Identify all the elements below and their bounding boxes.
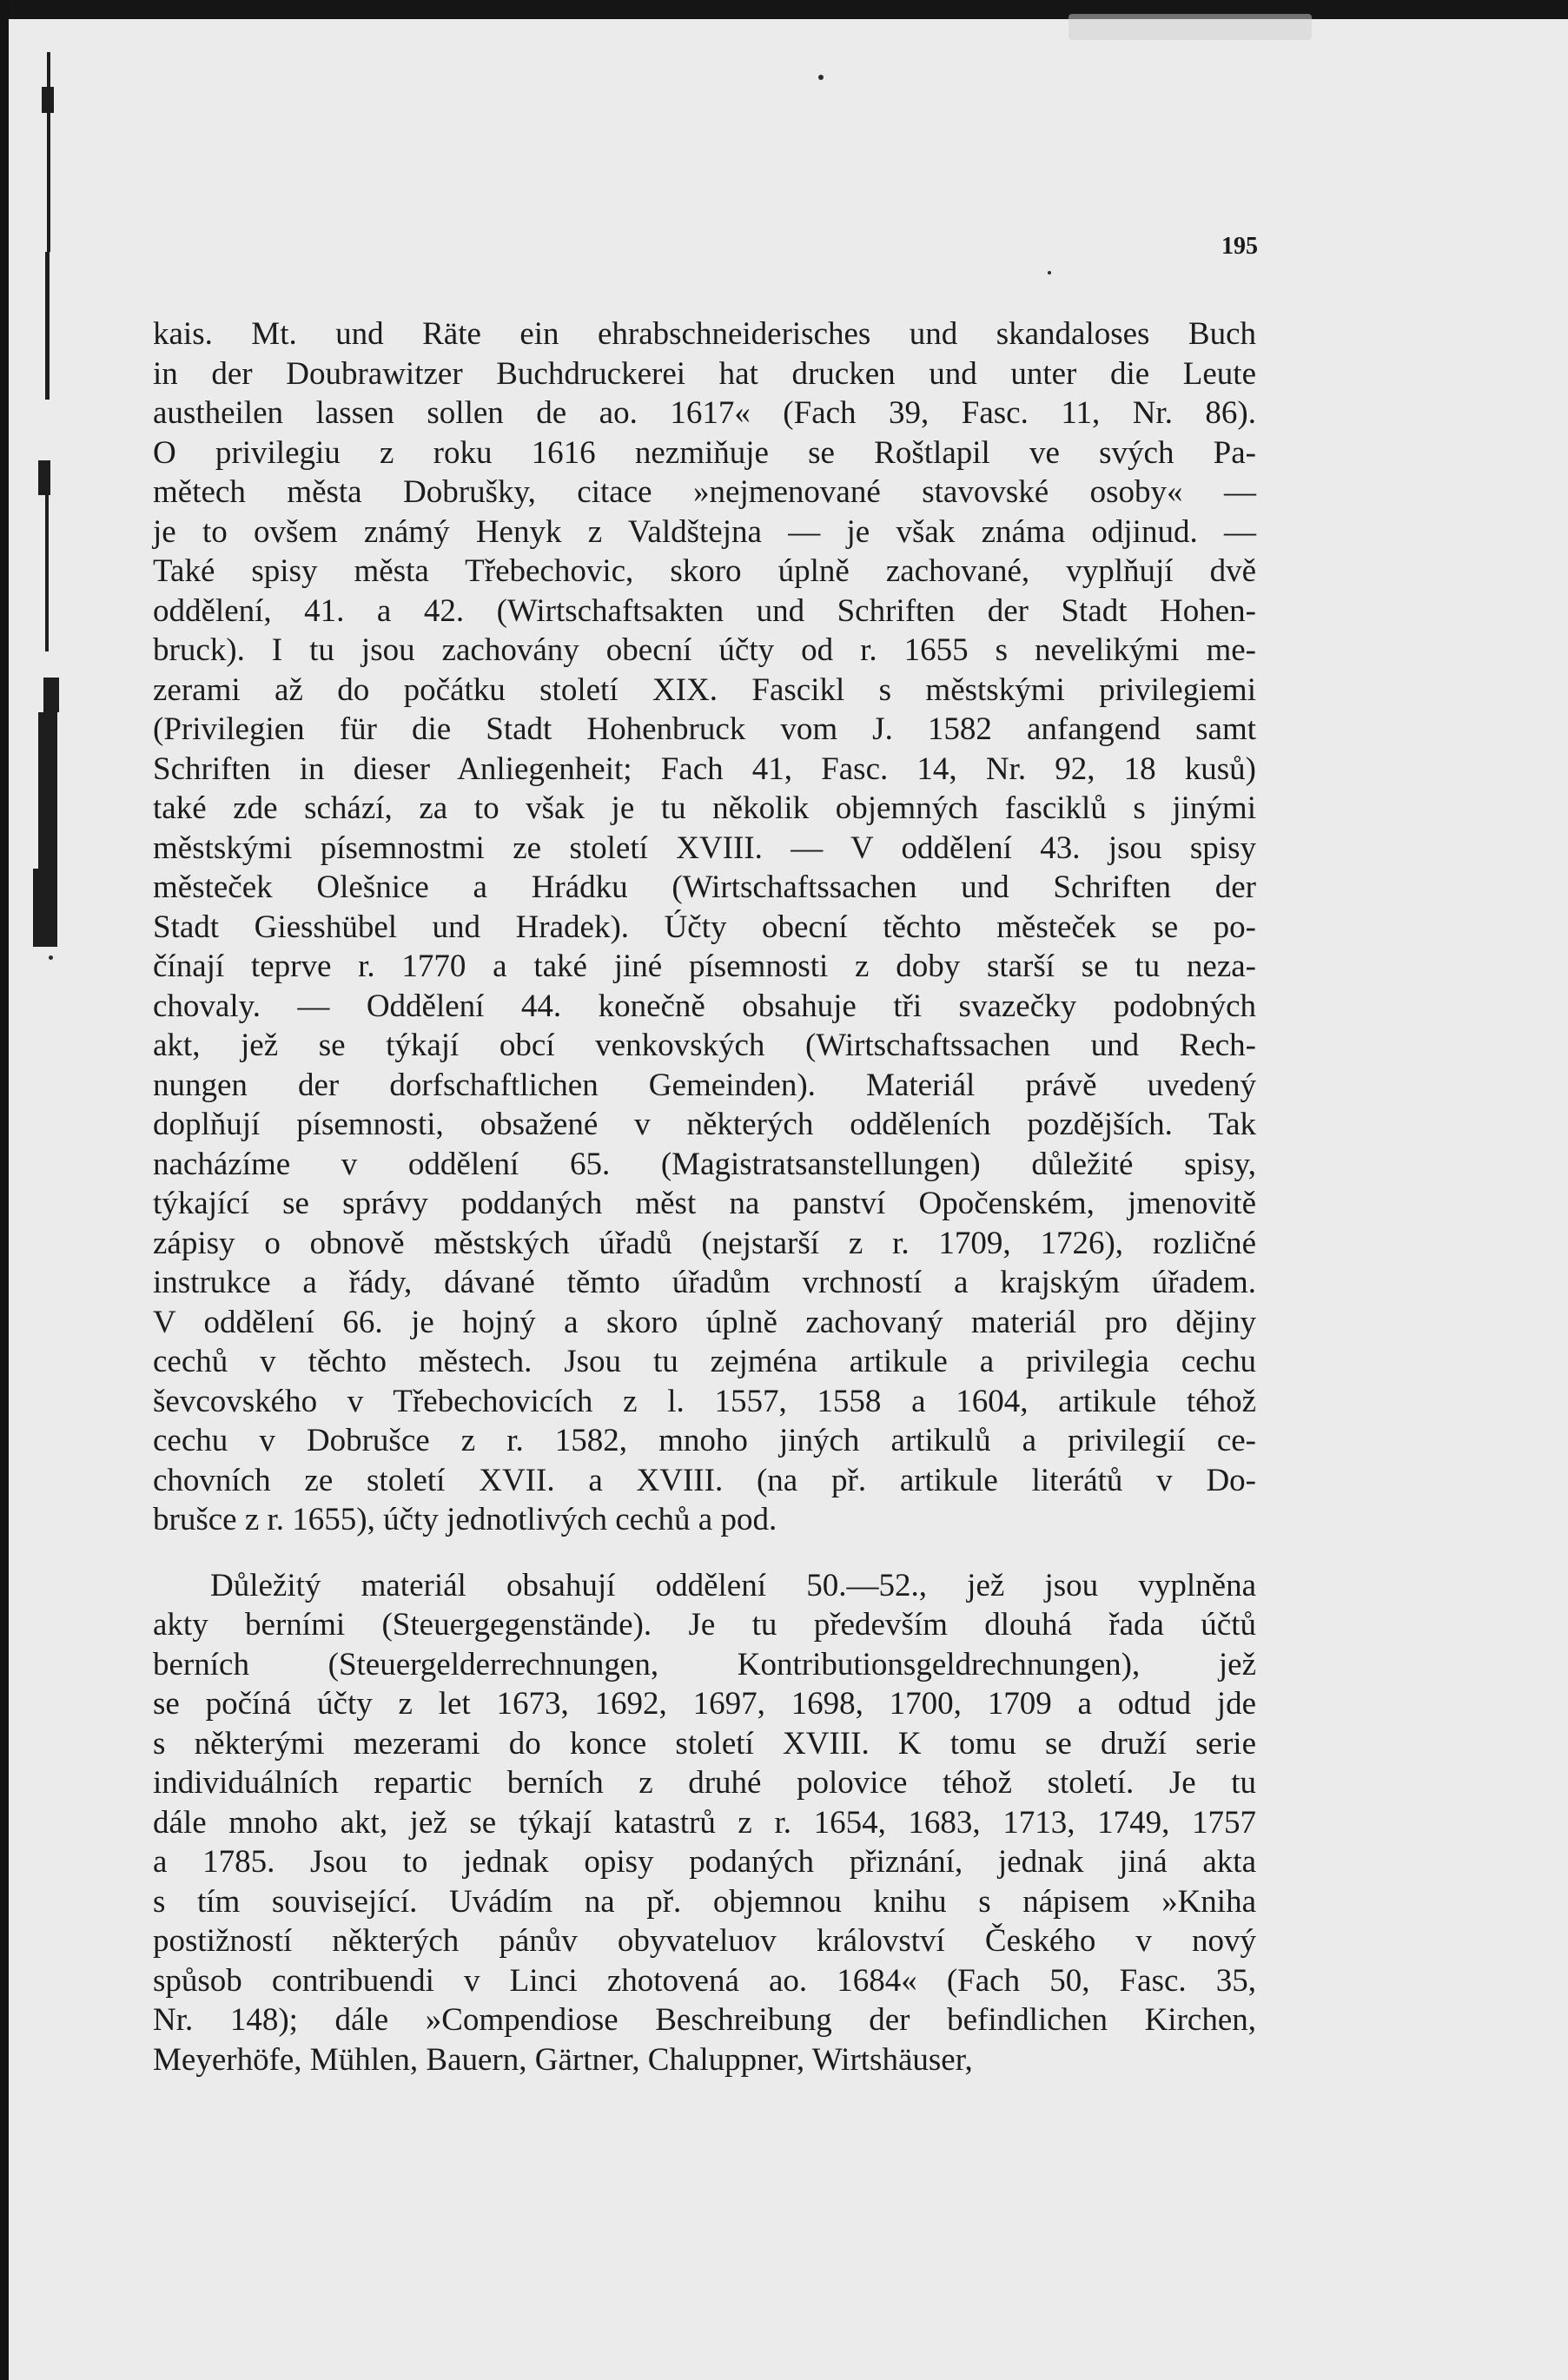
text-line: postižností některých pánův obyvateluov království Českého v nový [153, 1923, 1256, 1959]
text-line: Také spisy města Třebechovic, skoro úplně zachované, vyplňují dvě [153, 553, 1256, 589]
text-line: týkající se správy poddaných měst na panství Opočenském, jmenovitě [153, 1186, 1256, 1221]
text-line: bruck). I tu jsou zachovány obecní účty od r. 1655 s nevelikými me- [153, 632, 1256, 668]
text-line: doplňují písemnosti, obsažené v některých odděleních pozdějších. Tak [153, 1107, 1256, 1142]
scan-speck [1048, 271, 1051, 274]
text-line: městskými písemnostmi ze století XVIII. — V oddělení 43. jsou spisy [153, 830, 1256, 866]
scan-speck [818, 75, 824, 80]
text-line: O privilegiu z roku 1616 nezmiňuje se Roštlapil ve svých Pa- [153, 434, 1256, 471]
text-line: mětech města Dobrušky, citace »nejmenované stavovské osoby« — [153, 474, 1256, 510]
text-line: chovních ze století XVII. a XVIII. (na př. artikule literátů v Do- [153, 1462, 1256, 1498]
text-line: akt, jež se týkají obcí venkovských (Wirtschaftssachen und Rech- [153, 1028, 1256, 1063]
scan-speck [49, 955, 53, 960]
text-line: brušce z r. 1655), účty jednotlivých cechů a pod. [153, 1502, 777, 1537]
text-line: chovaly. — Oddělení 44. konečně obsahuje tři svazečky podobných [153, 988, 1256, 1024]
text-line: s tím související. Uvádím na př. objemnou knihu s nápisem »Kniha [153, 1883, 1256, 1920]
text-line: V oddělení 66. je hojný a skoro úplně zachovaný materiál pro dějiny [153, 1304, 1256, 1340]
text-line: ševcovského v Třebechovicích z l. 1557, 1558 a 1604, artikule téhož [153, 1383, 1256, 1419]
text-line: nacházíme v oddělení 65. (Magistratsanstellungen) důležité spisy, [153, 1146, 1256, 1182]
text-line: oddělení, 41. a 42. (Wirtschaftsakten und Schriften der Stadt Hohen- [153, 592, 1256, 629]
text-line: nungen der dorfschaftlichen Gemeinden). Materiál právě uvedený [153, 1067, 1256, 1103]
scan-smudge [1068, 14, 1312, 40]
paragraph [153, 1566, 1256, 2080]
text-line: Nr. 148); dále »Compendiose Beschreibung der befindlichen Kirchen, [153, 2002, 1256, 2038]
body-text [153, 314, 1256, 2079]
text-line: a 1785. Jsou to jednak opisy podaných přiznání, jednak jiná akta [153, 1844, 1256, 1880]
text-line: individuálních repartic berních z druhé polovice téhož století. Je tu [153, 1765, 1256, 1801]
text-line: austheilen lassen sollen de ao. 1617« (Fach 39, Fasc. 11, Nr. 86). [153, 395, 1256, 431]
text-line: čínají teprve r. 1770 a také jiné písemnosti z doby starší se tu neza- [153, 949, 1256, 984]
text-line: se počíná účty z let 1673, 1692, 1697, 1698, 1700, 1709 a odtud jde [153, 1686, 1256, 1722]
text-line: také zde schází, za to však je tu několik objemných fasciklů s jinými [153, 790, 1256, 826]
text-line: Stadt Giesshübel und Hradek). Účty obecní těchto městeček se po- [153, 909, 1256, 945]
text-line: cechů v těchto městech. Jsou tu zejména artikule a privilegia cechu [153, 1344, 1256, 1379]
scan-left-edge-marks [23, 35, 75, 1008]
text-line: Důležitý materiál obsahují oddělení 50.—52., jež jsou vyplněna [210, 1567, 1256, 1603]
scanned-page [9, 0, 1568, 2380]
scan-top-border [9, 0, 1568, 19]
text-line: Schriften in dieser Anliegenheit; Fach 41, Fasc. 14, Nr. 92, 18 kusů) [153, 750, 1256, 787]
text-line: zerami až do počátku století XIX. Fascikl s městskými privilegiemi [153, 671, 1256, 708]
text-line: městeček Olešnice a Hrádku (Wirtschaftssachen und Schriften der [153, 869, 1256, 905]
text-line: cechu v Dobrušce z r. 1582, mnoho jiných artikulů a privilegií ce- [153, 1423, 1256, 1458]
text-line: je to ovšem známý Henyk z Valdštejna — je však známa odjinud. — [153, 513, 1256, 550]
text-line: Meyerhöfe, Mühlen, Bauern, Gärtner, Chaluppner, Wirtshäuser, [153, 2041, 973, 2078]
text-line: dále mnoho akt, jež se týkají katastrů z r. 1654, 1683, 1713, 1749, 1757 [153, 1804, 1256, 1841]
paragraph-gap [153, 1540, 1256, 1566]
paragraph [153, 314, 1256, 1540]
text-line: spůsob contribuendi v Linci zhotovená ao. 1684« (Fach 50, Fasc. 35, [153, 1962, 1256, 1999]
text-line: berních (Steuergelderrechnungen, Kontributionsgeldrechnungen), jež [153, 1646, 1256, 1683]
text-line: (Privilegien für die Stadt Hohenbruck vom J. 1582 anfangend samt [153, 711, 1256, 747]
page-number: 195 [1221, 233, 1258, 260]
text-line: s některými mezerami do konce století XVIII. K tomu se druží serie [153, 1725, 1256, 1762]
text-line: in der Doubrawitzer Buchdruckerei hat drucken und unter die Leute [153, 355, 1256, 392]
text-line: kais. Mt. und Räte ein ehrabschneiderisches und skandaloses Buch [153, 316, 1256, 352]
text-line: akty berními (Steuergegenstände). Je tu především dlouhá řada účtů [153, 1607, 1256, 1643]
text-line: zápisy o obnově městských úřadů (nejstarší z r. 1709, 1726), rozličné [153, 1225, 1256, 1261]
text-line: instrukce a řády, dávané těmto úřadům vrchností a krajským úřadem. [153, 1265, 1256, 1300]
